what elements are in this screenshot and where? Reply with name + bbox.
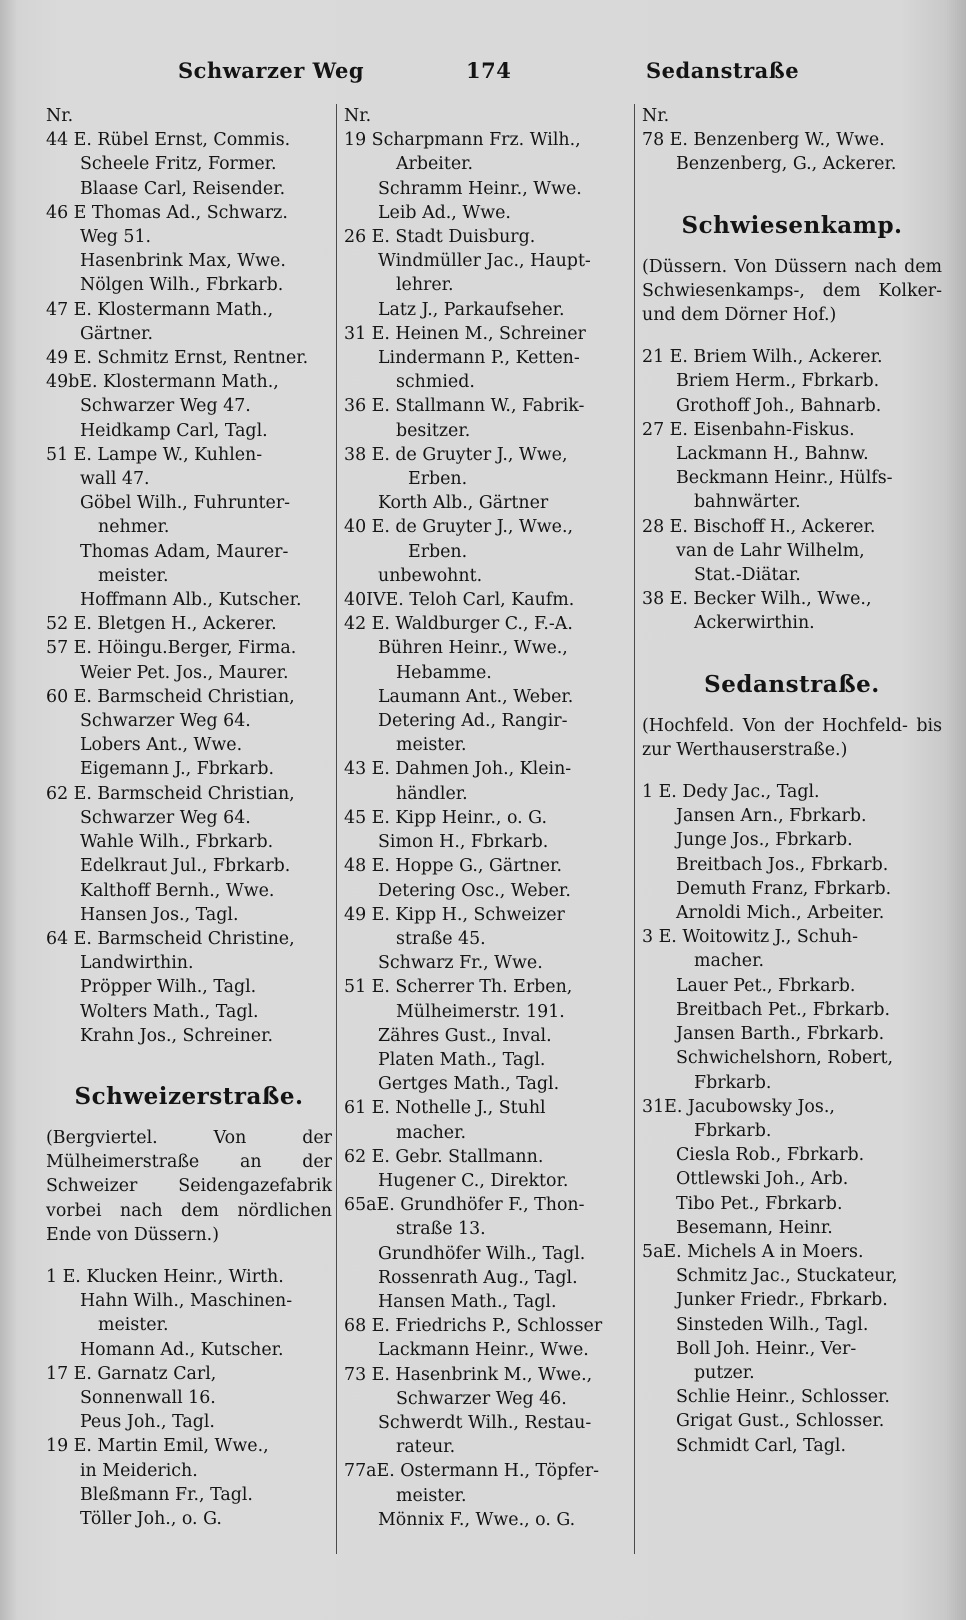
page-number: 174: [466, 58, 512, 83]
entry-line: Ackerwirthin.: [694, 613, 815, 634]
entry-line: Schramm Heinr., Wwe.: [378, 178, 582, 199]
street-heading: Sedanstraße.: [704, 670, 880, 698]
entry-line: 40IVE. Teloh Carl, Kaufm.: [344, 590, 575, 611]
entry-line: 48 E. Hoppe G., Gärtner.: [344, 856, 562, 877]
entry-line: Thomas Adam, Maurer-: [80, 541, 289, 562]
entry-line: Hasenbrink Max, Wwe.: [80, 251, 286, 272]
entry-line: 51 E. Lampe W., Kuhlen-: [46, 444, 263, 465]
entry-line: 38 E. de Gruyter J., Wwe,: [344, 444, 568, 465]
entry-list: [46, 104, 332, 1048]
entry-line: Edelkraut Jul., Fbrkarb.: [80, 856, 291, 877]
entry-line: Schwarzer Weg 64.: [80, 807, 251, 828]
entry-line: Schwarzer Weg 64.: [80, 711, 251, 732]
entry-line: 57 E. Höingu.Berger, Firma.: [46, 638, 297, 659]
entry-line: 65aE. Grundhöfer F., Thon-: [344, 1195, 585, 1216]
list-label: Nr.: [46, 106, 74, 126]
entry-line: 49bE. Klostermann Math.,: [46, 372, 279, 393]
entry-line: 43 E. Dahmen Joh., Klein-: [344, 759, 572, 780]
entry-line: Pröpper Wilh., Tagl.: [80, 977, 257, 998]
street-description: (Düssern. Von Düssern nach dem Schwiesenkamps-, dem Kolker- und dem Dörner Hof.): [642, 256, 942, 326]
entry-line: 40 E. de Gruyter J., Wwe.,: [344, 517, 574, 538]
column-2: [344, 104, 630, 1532]
entry-line: Grundhöfer Wilh., Tagl.: [378, 1243, 586, 1264]
entry-line: Arbeiter.: [396, 154, 474, 175]
entry-line: in Meiderich.: [80, 1460, 198, 1481]
entry-line: Lackmann H., Bahnw.: [676, 444, 869, 465]
entry-line: meister.: [396, 735, 467, 756]
entry-line: Homann Ad., Kutscher.: [80, 1339, 284, 1360]
entry-line: Schwarzer Weg 47.: [80, 396, 251, 417]
entry-line: Heidkamp Carl, Tagl.: [80, 420, 268, 441]
column-3: [642, 104, 942, 1458]
entry-line: Grigat Gust., Schlosser.: [676, 1411, 885, 1432]
entry-line: Benzenberg, G., Ackerer.: [676, 154, 897, 175]
entry-line: Nölgen Wilh., Fbrkarb.: [80, 275, 284, 296]
entry-line: besitzer.: [396, 420, 471, 441]
entry-line: 5aE. Michels A in Moers.: [642, 1241, 864, 1262]
entry-line: Besemann, Heinr.: [676, 1217, 833, 1238]
entry-line: 1 E. Dedy Jac., Tagl.: [642, 782, 820, 803]
entry-line: Leib Ad., Wwe.: [378, 202, 511, 223]
entry-line: Hoffmann Alb., Kutscher.: [80, 590, 302, 611]
entry-line: Junge Jos., Fbrkarb.: [676, 830, 853, 851]
entry-line: 27 E. Eisenbahn-Fiskus.: [642, 419, 855, 440]
entry-line: putzer.: [694, 1362, 755, 1383]
entry-line: Grothoff Joh., Bahnarb.: [676, 395, 882, 416]
entry-line: Tibo Pet., Fbrkarb.: [676, 1193, 843, 1214]
entry-line: 1 E. Klucken Heinr., Wirth.: [46, 1266, 284, 1287]
entry-line: Weier Pet. Jos., Maurer.: [80, 662, 289, 683]
entry-line: Fbrkarb.: [694, 1120, 772, 1141]
entry-line: Göbel Wilh., Fuhrunter-: [80, 493, 291, 514]
street-description: (Bergviertel. Von der Mülheimerstraße an der Schweizer Seidengazefabrik vorbei nach dem nördlichen Ende von Düssern.): [46, 1127, 332, 1245]
entry-line: 28 E. Bischoff H., Ackerer.: [642, 516, 876, 537]
column-rule: [336, 104, 337, 1554]
entry-line: 31E. Jacubowsky Jos.,: [642, 1096, 835, 1117]
entry-line: Schmitz Jac., Stuckateur,: [676, 1266, 898, 1287]
entry-line: 78 E. Benzenberg W., Wwe.: [642, 130, 885, 151]
running-head-left: Schwarzer Weg: [178, 58, 365, 83]
spacer: [46, 1247, 332, 1265]
entry-line: Schwichelshorn, Robert,: [676, 1048, 894, 1069]
entry-line: Fbrkarb.: [694, 1072, 772, 1093]
entry-line: nehmer.: [98, 517, 170, 538]
entry-list: [642, 780, 942, 1458]
entry-line: Arnoldi Mich., Arbeiter.: [676, 903, 885, 924]
entry-line: Demuth Franz, Fbrkarb.: [676, 878, 892, 899]
entry-line: Zähres Gust., Inval.: [378, 1025, 552, 1046]
entry-line: Ciesla Rob., Fbrkarb.: [676, 1145, 865, 1166]
entry-line: meister.: [396, 1485, 467, 1506]
entry-line: Krahn Jos., Schreiner.: [80, 1025, 273, 1046]
entry-line: händler.: [396, 783, 468, 804]
entry-list: [642, 104, 942, 177]
entry-line: Korth Alb., Gärtner: [378, 493, 549, 514]
entry-line: Schwarzer Weg 46.: [396, 1388, 567, 1409]
entry-line: Gärtner.: [80, 323, 153, 344]
entry-line: Erben.: [408, 469, 468, 490]
entry-line: meister.: [98, 1315, 169, 1336]
entry-line: Schlie Heinr., Schlosser.: [676, 1387, 890, 1408]
entry-line: Rossenrath Aug., Tagl.: [378, 1267, 578, 1288]
entry-line: 49 E. Schmitz Ernst, Rentner.: [46, 348, 309, 369]
entry-line: 17 E. Garnatz Carl,: [46, 1363, 217, 1384]
entry-line: Erben.: [408, 541, 468, 562]
entry-line: Lindermann P., Ketten-: [378, 348, 580, 369]
entry-line: Jansen Arn., Fbrkarb.: [676, 806, 867, 827]
entry-line: 3 E. Woitowitz J., Schuh-: [642, 927, 858, 948]
entry-line: Platen Math., Tagl.: [378, 1049, 546, 1070]
entry-line: Schwarz Fr., Wwe.: [378, 953, 543, 974]
entry-line: Jansen Barth., Fbrkarb.: [676, 1024, 885, 1045]
entry-line: 47 E. Klostermann Math.,: [46, 299, 274, 320]
entry-line: Latz J., Parkaufseher.: [378, 299, 565, 320]
entry-line: rateur.: [396, 1437, 456, 1458]
entry-line: Lauer Pet., Fbrkarb.: [676, 975, 856, 996]
entry-line: macher.: [694, 951, 765, 972]
column-rule: [634, 104, 635, 1554]
entry-line: bahnwärter.: [694, 492, 801, 513]
entry-line: Sinsteden Wilh., Tagl.: [676, 1314, 869, 1335]
entry-line: 62 E. Gebr. Stallmann.: [344, 1146, 544, 1167]
entry-line: 77aE. Ostermann H., Töpfer-: [344, 1461, 600, 1482]
entry-line: Peus Joh., Tagl.: [80, 1412, 215, 1433]
street-description: (Hochfeld. Von der Hochfeld- bis zur Werthauserstraße.): [642, 715, 942, 760]
entry-line: 49 E. Kipp H., Schweizer: [344, 904, 565, 925]
entry-line: Mülheimerstr. 191.: [396, 1001, 565, 1022]
entry-list: [46, 1265, 332, 1531]
entry-line: Hansen Math., Tagl.: [378, 1291, 557, 1312]
entry-line: van de Lahr Wilhelm,: [676, 540, 865, 561]
entry-line: 19 Scharpmann Frz. Wilh.,: [344, 130, 581, 151]
entry-line: unbewohnt.: [378, 565, 483, 586]
entry-line: 64 E. Barmscheid Christine,: [46, 928, 295, 949]
entry-line: Lobers Ant., Wwe.: [80, 735, 243, 756]
entry-line: Wahle Wilh., Fbrkarb.: [80, 832, 274, 853]
entry-line: Töller Joh., o. G.: [80, 1508, 222, 1529]
entry-line: 44 E. Rübel Ernst, Commis.: [46, 130, 291, 151]
entry-line: 68 E. Friedrichs P., Schlosser: [344, 1316, 603, 1337]
entry-line: Schmidt Carl, Tagl.: [676, 1435, 846, 1456]
entry-line: Windmüller Jac., Haupt-: [378, 251, 591, 272]
entry-line: 36 E. Stallmann W., Fabrik-: [344, 396, 585, 417]
entry-line: 51 E. Scherrer Th. Erben,: [344, 977, 573, 998]
entry-line: lehrer.: [396, 275, 454, 296]
entry-line: 73 E. Hasenbrink M., Wwe.,: [344, 1364, 593, 1385]
entry-line: Lackmann Heinr., Wwe.: [378, 1340, 589, 1361]
list-label: Nr.: [344, 106, 372, 126]
entry-line: Hansen Jos., Tagl.: [80, 904, 239, 925]
spacer: [642, 327, 942, 345]
entry-line: Hebamme.: [396, 662, 492, 683]
entry-line: Simon H., Fbrkarb.: [378, 832, 549, 853]
entry-line: Breitbach Jos., Fbrkarb.: [676, 854, 889, 875]
street-heading: Schweizerstraße.: [74, 1082, 304, 1110]
entry-line: Gertges Math., Tagl.: [378, 1074, 560, 1095]
street-heading: Schwiesenkamp.: [681, 211, 903, 239]
list-label: Nr.: [642, 106, 670, 126]
entry-line: Landwirthin.: [80, 953, 194, 974]
entry-line: Blaase Carl, Reisender.: [80, 178, 286, 199]
entry-line: Laumann Ant., Weber.: [378, 686, 574, 707]
entry-line: Junker Friedr., Fbrkarb.: [676, 1290, 888, 1311]
entry-line: Weg 51.: [80, 227, 152, 248]
running-head-right: Sedanstraße: [646, 58, 800, 83]
entry-line: Hugener C., Direktor.: [378, 1170, 569, 1191]
entry-line: 42 E. Waldburger C., F.-A.: [344, 614, 573, 635]
entry-line: Stat.-Diätar.: [694, 565, 801, 586]
entry-line: 52 E. Bletgen H., Ackerer.: [46, 614, 277, 635]
entry-line: Detering Ad., Rangir-: [378, 711, 568, 732]
entry-line: 38 E. Becker Wilh., Wwe.,: [642, 589, 872, 610]
entry-line: 60 E. Barmscheid Christian,: [46, 686, 295, 707]
entry-line: Sonnenwall 16.: [80, 1387, 216, 1408]
entry-list: [344, 104, 630, 1532]
entry-line: Eigemann J., Fbrkarb.: [80, 759, 275, 780]
entry-line: Beckmann Heinr., Hülfs-: [676, 468, 893, 489]
entry-line: 19 E. Martin Emil, Wwe.,: [46, 1436, 269, 1457]
column-1: [46, 104, 332, 1531]
entry-line: Wolters Math., Tagl.: [80, 1001, 259, 1022]
entry-line: Scheele Fritz, Former.: [80, 154, 277, 175]
entry-line: macher.: [396, 1122, 467, 1143]
entry-line: Mönnix F., Wwe., o. G.: [378, 1509, 576, 1530]
entry-line: Hahn Wilh., Maschinen-: [80, 1291, 293, 1312]
entry-line: Breitbach Pet., Fbrkarb.: [676, 999, 891, 1020]
entry-line: 46 E Thomas Ad., Schwarz.: [46, 202, 288, 223]
entry-line: Ottlewski Joh., Arb.: [676, 1169, 849, 1190]
entry-line: Detering Osc., Weber.: [378, 880, 571, 901]
spacer: [642, 762, 942, 780]
entry-list: [642, 345, 942, 635]
entry-line: Briem Herm., Fbrkarb.: [676, 371, 880, 392]
entry-line: Schwerdt Wilh., Restau-: [378, 1412, 592, 1433]
entry-line: Boll Joh. Heinr., Ver-: [676, 1338, 857, 1359]
entry-line: Kalthoff Bernh., Wwe.: [80, 880, 275, 901]
entry-line: 45 E. Kipp Heinr., o. G.: [344, 807, 547, 828]
entry-line: 31 E. Heinen M., Schreiner: [344, 323, 586, 344]
entry-line: 26 E. Stadt Duisburg.: [344, 227, 536, 248]
entry-line: schmied.: [396, 372, 475, 393]
entry-line: straße 13.: [396, 1219, 486, 1240]
entry-line: 21 E. Briem Wilh., Ackerer.: [642, 347, 883, 368]
entry-line: 62 E. Barmscheid Christian,: [46, 783, 295, 804]
entry-line: meister.: [98, 565, 169, 586]
entry-line: wall 47.: [80, 469, 150, 490]
entry-line: straße 45.: [396, 928, 486, 949]
entry-line: Bühren Heinr., Wwe.,: [378, 638, 568, 659]
entry-line: Bleßmann Fr., Tagl.: [80, 1484, 253, 1505]
entry-line: 61 E. Nothelle J., Stuhl: [344, 1098, 546, 1119]
